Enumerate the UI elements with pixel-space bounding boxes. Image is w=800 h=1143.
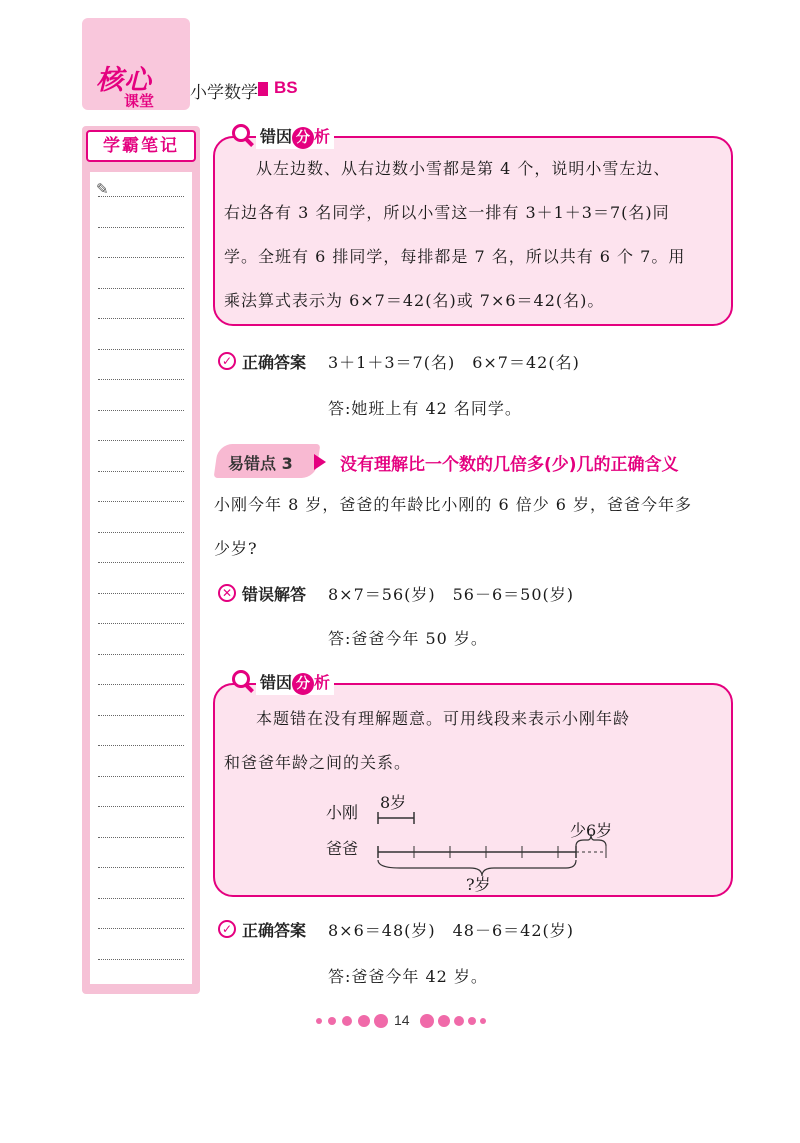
analysis-text-line: 右边各有 3 名同学，所以小雪这一排有 3＋1＋3＝7(名)同 [224,203,670,222]
analysis-text-line: 本题错在没有理解题意。可用线段来表示小刚年龄 [256,709,631,728]
check-icon: ✓ [218,920,236,938]
diagram-less-label: 少6岁 [570,821,613,840]
correct-answer-formula: 8×6＝48(岁) 48－6＝42(岁) [328,921,574,940]
note-line [98,806,184,807]
footer-dot [358,1015,370,1027]
correct-answer-label: 正确答案 [242,921,307,940]
note-line [98,410,184,411]
note-line [98,257,184,258]
wrong-answer-formula: 8×7＝56(岁) 56－6＝50(岁) [328,585,574,604]
check-icon: ✓ [218,352,236,370]
footer-dot [328,1017,336,1025]
error-point-tag: 易错点 3 [228,454,293,473]
footer-dot [438,1015,450,1027]
correct-answer-reply: 答:她班上有 42 名同学。 [328,399,522,418]
note-line [98,623,184,624]
note-line [98,593,184,594]
footer-dot [454,1016,464,1026]
note-line [98,928,184,929]
header-separator [258,82,268,96]
analysis-text-line: 乘法算式表示为 6×7＝42(名)或 7×6＝42(名)。 [224,291,605,310]
analysis-highlight-fen: 分 [292,673,314,695]
note-line [98,959,184,960]
footer-dot [420,1014,434,1028]
line-segment-diagram [370,808,620,878]
page-number: 14 [394,1012,410,1028]
note-line [98,898,184,899]
footer-dot [374,1014,388,1028]
note-line [98,837,184,838]
note-line [98,745,184,746]
analysis-label-prefix: 错因 [260,673,293,692]
logo-subtitle: 课堂 [124,92,155,110]
analysis-label-1 [256,124,334,149]
correct-answer-formula: 3＋1＋3＝7(名) 6×7＝42(名) [328,353,580,372]
analysis-text-line: 从左边数、从右边数小雪都是第 4 个，说明小雪左边、 [256,159,671,178]
correct-answer-reply: 答:爸爸今年 42 岁。 [328,967,488,986]
analysis-highlight-xi: 析 [314,127,331,146]
analysis-label-prefix: 错因 [260,127,293,146]
diagram-label-baba: 爸爸 [326,839,359,858]
analysis-text-line: 学。全班有 6 排同学，每排都是 7 名，所以共有 6 个 7。用 [224,247,686,266]
header-edition: BS [274,78,298,97]
wrong-answer-label: 错误解答 [242,585,307,604]
note-line [98,196,184,197]
question-text-line: 少岁? [214,539,258,558]
cross-icon: ✕ [218,584,236,602]
analysis-highlight-fen: 分 [292,127,314,149]
pencil-icon: ✎ [96,180,109,198]
note-line [98,288,184,289]
diagram-total-label: ?岁 [466,875,491,894]
note-line [98,684,184,685]
note-line [98,867,184,868]
diagram-value-xiaogang: 8岁 [380,793,407,812]
logo-title: 核心 [96,65,152,96]
note-line [98,471,184,472]
sidebar-title: 学霸笔记 [86,130,196,162]
question-text-line: 小刚今年 8 岁，爸爸的年龄比小刚的 6 倍少 6 岁，爸爸今年多 [214,495,693,514]
footer-dot [468,1017,476,1025]
note-line [98,776,184,777]
analysis-text-line: 和爸爸年龄之间的关系。 [224,753,412,772]
notes-paper[interactable] [90,172,192,984]
footer-dot [342,1016,352,1026]
diagram-label-xiaogang: 小刚 [326,803,359,822]
note-line [98,440,184,441]
note-line [98,501,184,502]
correct-answer-label: 正确答案 [242,353,307,372]
analysis-highlight-xi: 析 [314,673,331,692]
note-line [98,562,184,563]
error-point-title: 没有理解比一个数的几倍多(少)几的正确含义 [340,455,679,475]
error-point-arrow-icon [314,454,326,470]
analysis-label-2 [256,670,334,695]
note-line [98,349,184,350]
note-line [98,715,184,716]
footer-dot [480,1018,486,1024]
note-line [98,379,184,380]
wrong-answer-reply: 答:爸爸今年 50 岁。 [328,629,488,648]
note-line [98,654,184,655]
note-line [98,318,184,319]
footer-dot [316,1018,322,1024]
note-line [98,532,184,533]
note-line [98,227,184,228]
header-subject: 小学数学 [190,83,258,103]
